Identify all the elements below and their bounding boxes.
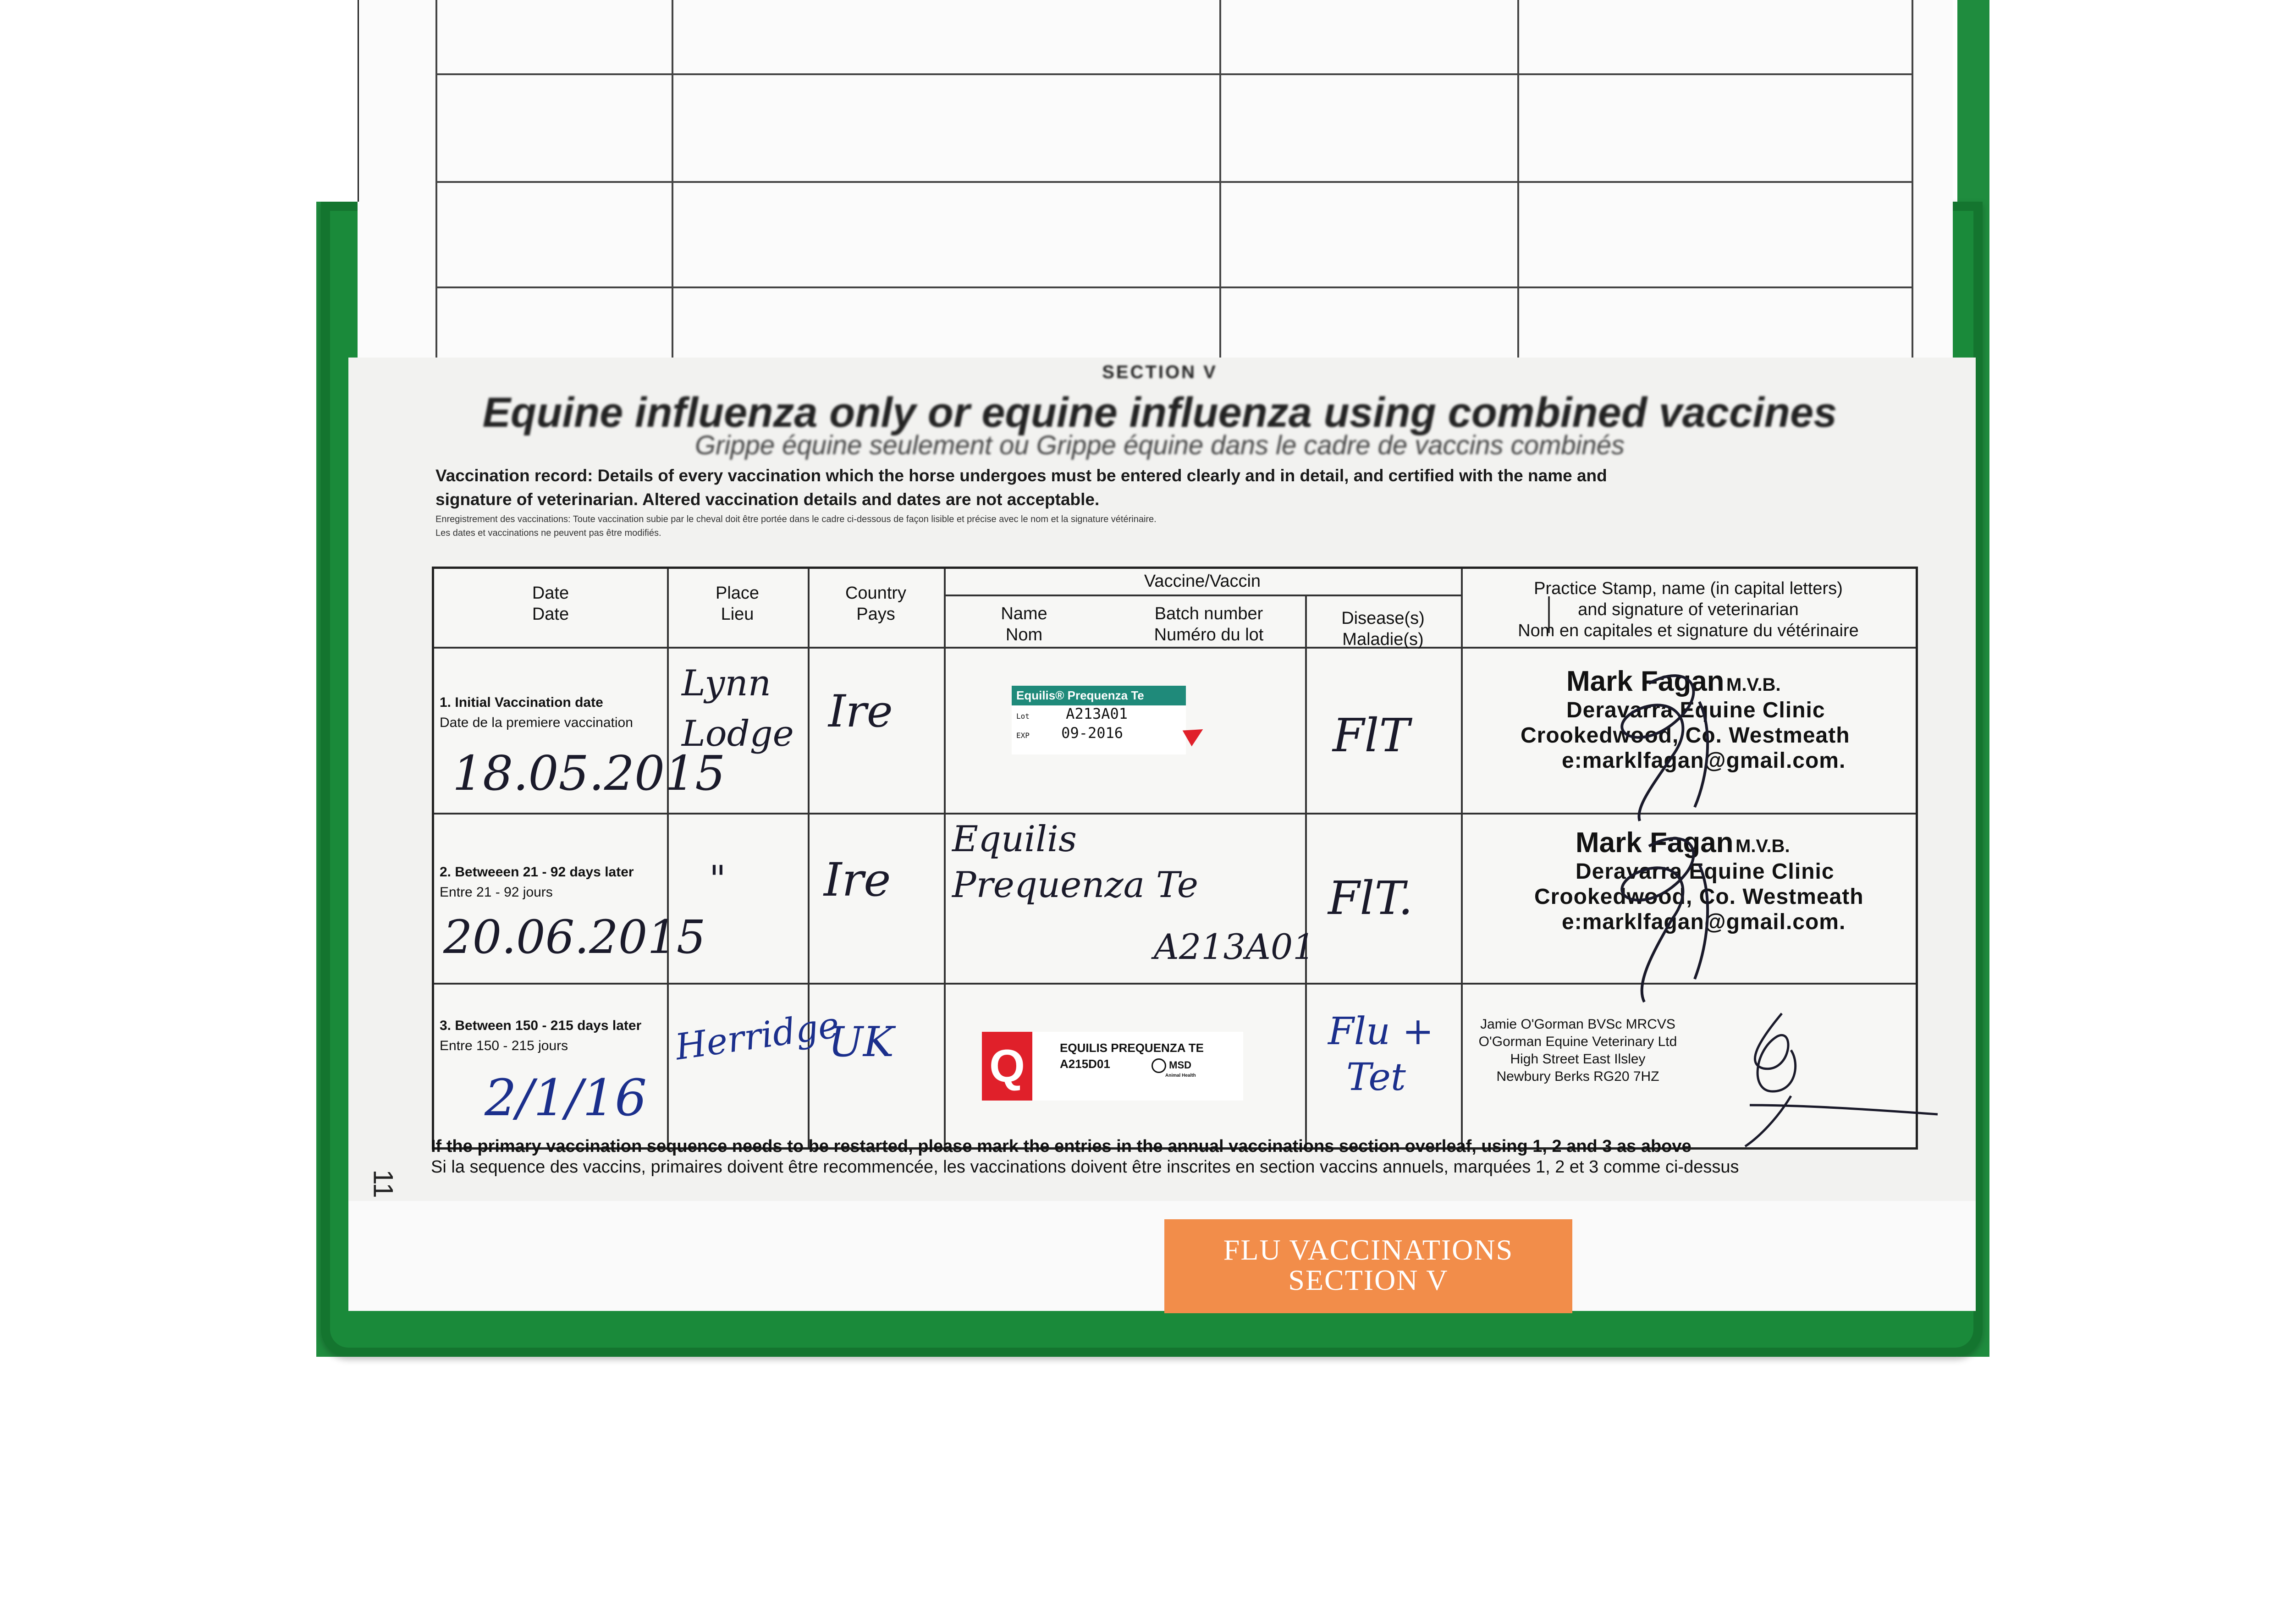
row3-place: Herridge: [672, 1004, 842, 1068]
row2-batch: A213A01: [1154, 926, 1315, 967]
row3-vaccine-sticker: Q EQUILIS PREQUENZA TE A215D01 MSD Animal Health: [982, 1032, 1243, 1101]
row1-vet-stamp: Mark Fagan M.V.B. Deravarra Equine Clinic Crookedwood, Co. Westmeath e:marklfagan@gmail.com.: [1521, 666, 1850, 773]
row1-vet-signature: [1498, 656, 1818, 839]
row3-label: 3. Between 150 - 215 days later Entre 150 - 215 jours: [440, 1018, 642, 1053]
page-bottom-margin: [348, 1201, 1976, 1311]
msd-cross-icon: [1152, 1058, 1166, 1073]
restart-note-fr: Si la sequence des vaccins, primaires doivent être recommencée, les vaccinations doivent être inscrites en section vaccins annuels, marquées 1, 2 et 3 comme ci-dessus: [431, 1157, 1739, 1177]
row2-country: Ire: [824, 853, 891, 907]
header-date: Date Date: [532, 584, 569, 624]
record-instructions-en: Vaccination record: Details of every vaccination which the horse undergoes must be entered clearly and in detail, and certified with the name and signature of veterinarian. Altered vaccination details and dates are not acceptable.: [435, 466, 1607, 509]
header-batch: Batch number Numéro du lot: [1154, 604, 1264, 644]
header-name: Name Nom: [1001, 604, 1047, 644]
header-vaccine: Vaccine/Vaccin: [1144, 572, 1261, 591]
vaccination-table: [432, 567, 1918, 1150]
row1-place: Lynn Lodge: [682, 663, 794, 754]
row2-label: 2. Betweeen 21 - 92 days later Entre 21 - 92 jours: [440, 864, 634, 900]
record-instructions-fr: Enregistrement des vaccinations: Toute vaccination subie par le cheval doit être portée dans le cadre ci-dessous de façon lisible et précise avec le nom et la signature vétérinaire. Les dates et vaccinations ne peuvent pas être modifiés.: [435, 514, 1157, 538]
row3-date: 2/1/16: [485, 1068, 647, 1127]
folded-page-flap: [303, 0, 359, 202]
row2-place: ": [709, 858, 726, 900]
section-tab: FLU VACCINATIONS SECTION V: [1164, 1219, 1572, 1313]
row1-vaccine-sticker: Equilis® Prequenza Te Lot A213A01 EXP 09-2016: [1012, 686, 1186, 754]
sticker-red-mark: [1183, 721, 1208, 747]
row1-disease: FlT: [1333, 709, 1410, 762]
row2-vet-stamp: Mark Fagan M.V.B. Deravarra Equine Clinic Crookedwood, Co. Westmeath e:marklfagan@gmail.com.: [1534, 827, 1864, 934]
row3-vet-stamp: Jamie O'Gorman BVSc MRCVS O'Gorman Equine Veterinary Ltd High Street East Ilsley Newbury Berks RG20 7HZ: [1478, 1017, 1677, 1084]
header-place: Place Lieu: [715, 584, 760, 624]
previous-page-table: [435, 0, 1912, 376]
section-title: Equine influenza only or equine influenza using combined vaccines: [482, 389, 1837, 436]
msd-logo: MSD Animal Health: [1152, 1058, 1196, 1078]
section-label: SECTION V: [1102, 362, 1218, 382]
page-number: 11: [368, 1169, 399, 1198]
row2-disease: FlT.: [1328, 871, 1413, 925]
row2-vaccine-name: Equilis Prequenza Te: [952, 819, 1199, 906]
restart-note-en: If the primary vaccination sequence needs to be restarted, please mark the entries in the annual vaccinations section overleaf, using 1, 2 and 3 as above: [431, 1137, 1691, 1156]
row1-label: 1. Initial Vaccination date Date de la premiere vaccination: [440, 695, 633, 730]
row1-date: 18.05.2015: [452, 745, 726, 801]
header-country: Country Pays: [845, 584, 907, 624]
section-subtitle: Grippe équine seulement ou Grippe équine dans le cadre de vaccins combinés: [694, 430, 1625, 460]
row3-country: UK: [828, 1018, 894, 1066]
row2-vet-signature: [1498, 819, 1818, 1011]
row3-disease: Flu + Tet: [1328, 1010, 1434, 1099]
header-practice-stamp: Practice Stamp, name (in capital letters) and signature of veterinarian Nom en capitales et signature du vétérinaire: [1518, 579, 1859, 640]
q-logo-icon: Q: [982, 1032, 1032, 1101]
header-disease: Disease(s) Maladie(s): [1341, 609, 1425, 649]
row1-country: Ire: [828, 686, 893, 737]
row2-date: 20.06.2015: [443, 910, 706, 964]
row3-vet-signature: [1644, 1000, 1965, 1156]
